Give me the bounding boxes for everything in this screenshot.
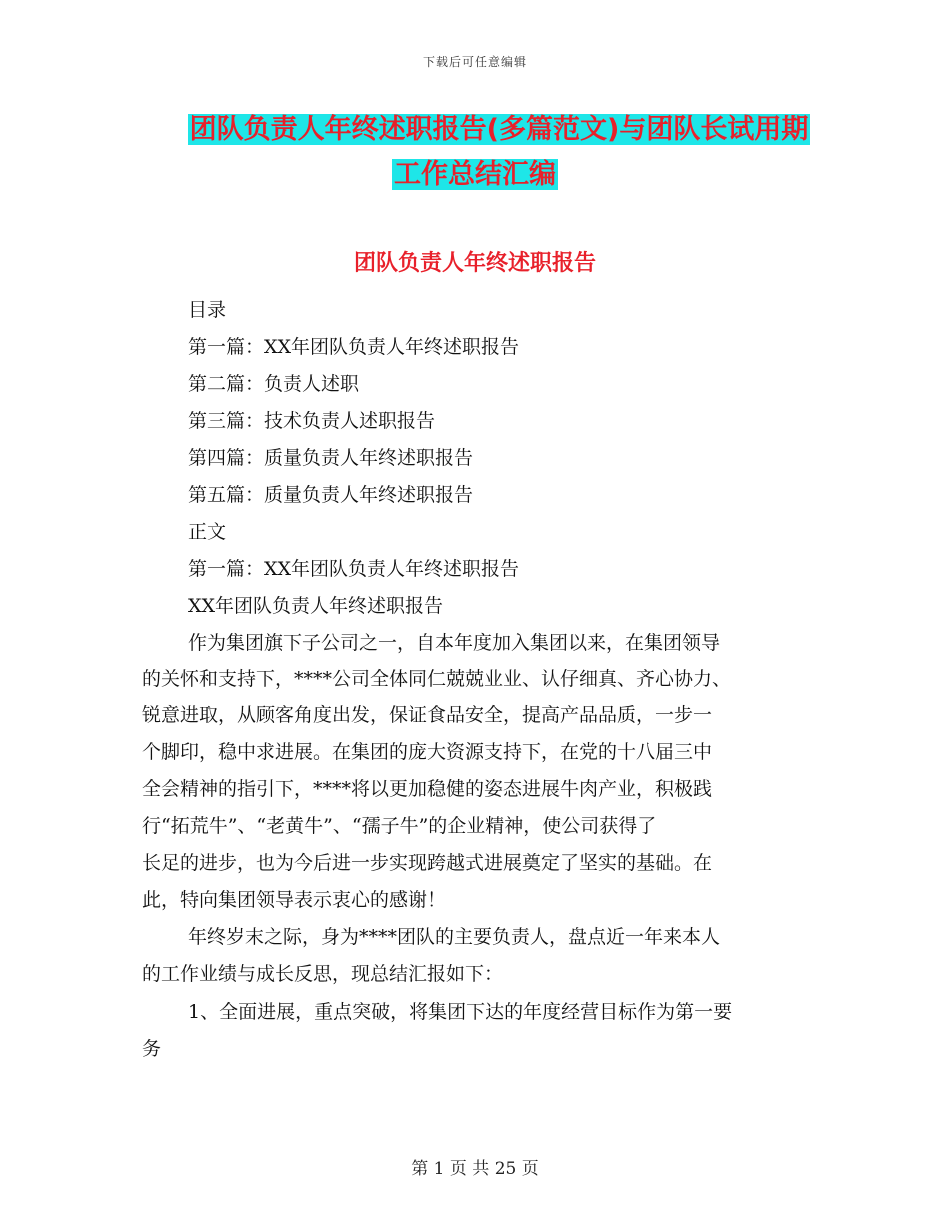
paragraph-line: 全会精神的指引下，****将以更加稳健的姿态进展牛肉产业，积极践 xyxy=(142,778,713,800)
paragraph-line: 长足的进步，也为今后进一步实现跨越式进展奠定了坚实的基础。在 xyxy=(142,852,713,874)
report-title: XX年团队负责人年终述职报告 xyxy=(188,595,444,617)
header-note: 下载后可任意编辑 xyxy=(422,55,527,69)
toc-item: 第四篇：质量负责人年终述职报告 xyxy=(188,447,474,469)
paragraph-line: 个脚印，稳中求进展。在集团的庞大资源支持下，在党的十八届三中 xyxy=(142,741,713,763)
paragraph-line: 的工作业绩与成长反思，现总结汇报如下： xyxy=(142,963,504,985)
paragraph-line: 务 xyxy=(142,1038,162,1060)
paragraph-line: 行“拓荒牛”、“老黄牛”、“孺子牛”的企业精神，使公司获得了 xyxy=(142,815,657,837)
section-title: 第一篇：XX年团队负责人年终述职报告 xyxy=(188,558,520,580)
page-number: 第 1 页 共 25 页 xyxy=(411,1159,539,1179)
paragraph-line: 年终岁末之际，身为****团队的主要负责人，盘点近一年来本人 xyxy=(188,926,721,948)
body-heading: 正文 xyxy=(188,521,227,543)
toc-item: 第一篇：XX年团队负责人年终述职报告 xyxy=(188,336,520,358)
toc-item: 第五篇：质量负责人年终述职报告 xyxy=(188,484,474,506)
paragraph-line: 的关怀和支持下，****公司全体同仁兢兢业业、认仔细真、齐心协力、 xyxy=(142,668,732,690)
document-title-line-2: 工作总结汇编 xyxy=(394,159,556,190)
paragraph-line: 1、全面进展，重点突破，将集团下达的年度经营目标作为第一要 xyxy=(188,1001,733,1023)
paragraph-line: 锐意进取，从顾客角度出发，保证食品安全，提高产品品质，一步一 xyxy=(142,704,713,726)
toc-heading: 目录 xyxy=(188,299,227,321)
toc-item: 第三篇：技术负责人述职报告 xyxy=(188,410,436,432)
toc-item: 第二篇：负责人述职 xyxy=(188,373,360,395)
paragraph-line: 作为集团旗下子公司之一，自本年度加入集团以来，在集团领导 xyxy=(188,632,721,654)
paragraph-line: 此，特向集团领导表示衷心的感谢！ xyxy=(142,889,447,911)
document-title-line-1: 团队负责人年终述职报告(多篇范文)与团队长试用期 xyxy=(189,114,809,145)
report-subtitle: 团队负责人年终述职报告 xyxy=(353,251,596,276)
